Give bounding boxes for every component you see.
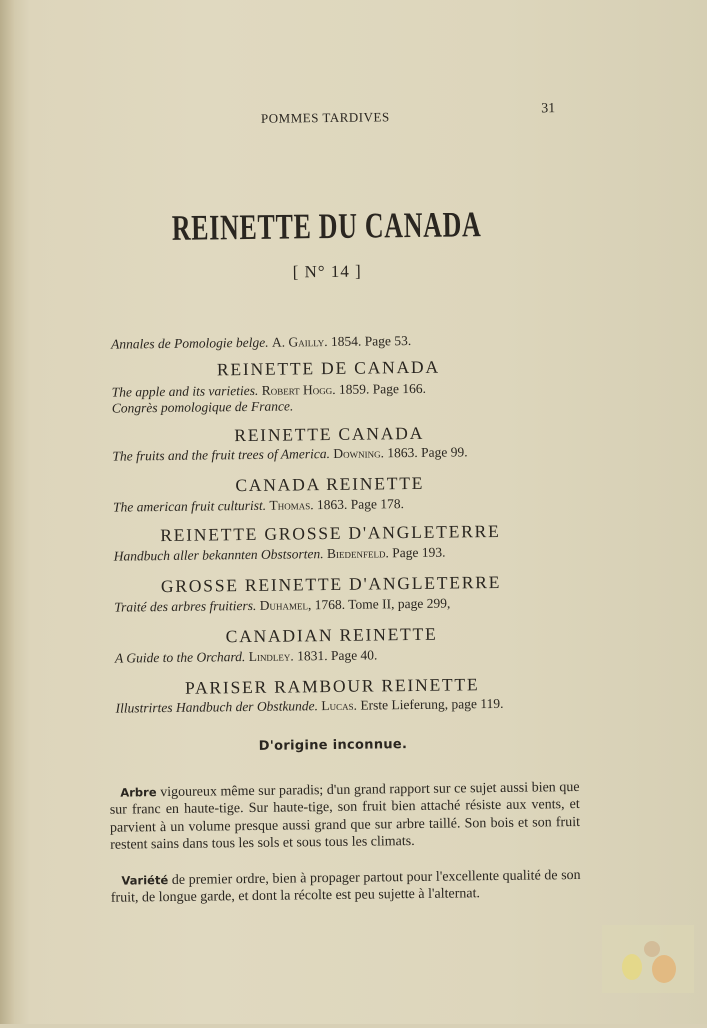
apple-watermark-icon [602, 925, 694, 993]
citation-author: Biedenfeld. [326, 545, 389, 562]
citation-author: Robert Hogg. [261, 381, 336, 398]
description-paragraph [111, 867, 581, 907]
citation-author: A. Gailly. [271, 334, 328, 350]
citation [115, 696, 503, 717]
synonym-heading: REINETTE DE CANADA [216, 356, 440, 380]
citation-title: A Guide to the Orchard. [114, 649, 246, 666]
citation-detail: 1831. Page 40. [297, 647, 378, 664]
paragraph-text: de premier ordre, bien à propager partout pour l'excellente qualité de son fruit, de longue garde, et dont la récolte est peu sujette à l'alternat. [110, 867, 581, 907]
citation [114, 545, 446, 565]
synonym-heading: REINETTE GROSSE D'ANGLETERRE [160, 520, 501, 546]
citation-detail: 1859. Page 166. [338, 380, 427, 397]
paragraph-lead: Arbre [120, 785, 157, 800]
synonym-heading: REINETTE CANADA [234, 422, 425, 446]
citation [112, 381, 427, 401]
paragraph-lead: Variété [121, 873, 169, 888]
citation-title: Handbuch aller bekannten Obstsorten. [113, 546, 324, 564]
citation-title: The apple and its varieties. [111, 382, 259, 400]
citation-detail: 1863. Page 99. [387, 444, 468, 461]
citation-title: Congrès pomologique de France. [111, 398, 294, 416]
page-title: REINETTE DU CANADA [171, 204, 482, 248]
synonym-heading: CANADIAN REINETTE [225, 623, 438, 647]
citation [114, 596, 450, 616]
citation-detail: Erste Lieferung, page 119. [360, 695, 504, 713]
synonym-heading: CANADA REINETTE [235, 472, 425, 496]
citation-author: Lucas. [321, 697, 358, 714]
origin-note: D'origine inconnue. [258, 737, 408, 754]
running-head: POMMES TARDIVES [260, 109, 390, 126]
citation [112, 398, 294, 416]
citation-author: Duhamel, [259, 597, 312, 613]
citation [111, 333, 411, 353]
synonym-heading: PARISER RAMBOUR REINETTE [184, 674, 480, 698]
citation-author: Downing. [333, 445, 385, 461]
paragraph-text: vigoureux même sur paradis; d'un grand rapport sur ce sujet aussi bien que sur franc en haute-tige. Sur haute-tige, son fruit bien attaché résiste aux vents, et parvient à un volume presque aussi grand que sur arbre taillé. Son bois et son fruit restent sains dans tous les sols et sous tous les climats. [109, 779, 581, 853]
citation [112, 444, 467, 464]
citation [113, 496, 404, 516]
synonym-heading: GROSSE REINETTE D'ANGLETERRE [160, 571, 502, 597]
citation-title: Traité des arbres fruitiers. [114, 597, 257, 615]
page-number: 31 [541, 101, 556, 117]
citation-detail: 1854. Page 53. [330, 332, 412, 349]
citation-author: Thomas. [269, 497, 314, 513]
citation-title: The fruits and the fruit trees of America. [112, 445, 331, 464]
citation-title: Illustrirtes Handbuch der Obstkunde. [115, 698, 319, 716]
citation-detail: 1768. Tome II, page 299, [314, 595, 451, 613]
entry-number: [ N° 14 ] [292, 261, 362, 282]
description-paragraph [109, 779, 580, 854]
citation-detail: 1863. Page 178. [316, 496, 405, 513]
citation-author: Lindley. [248, 648, 294, 665]
citation [115, 647, 378, 666]
citation-title: Annales de Pomologie belge. [110, 334, 269, 352]
citation-title: The american fruit culturist. [112, 497, 267, 515]
citation-detail: Page 193. [392, 544, 446, 561]
